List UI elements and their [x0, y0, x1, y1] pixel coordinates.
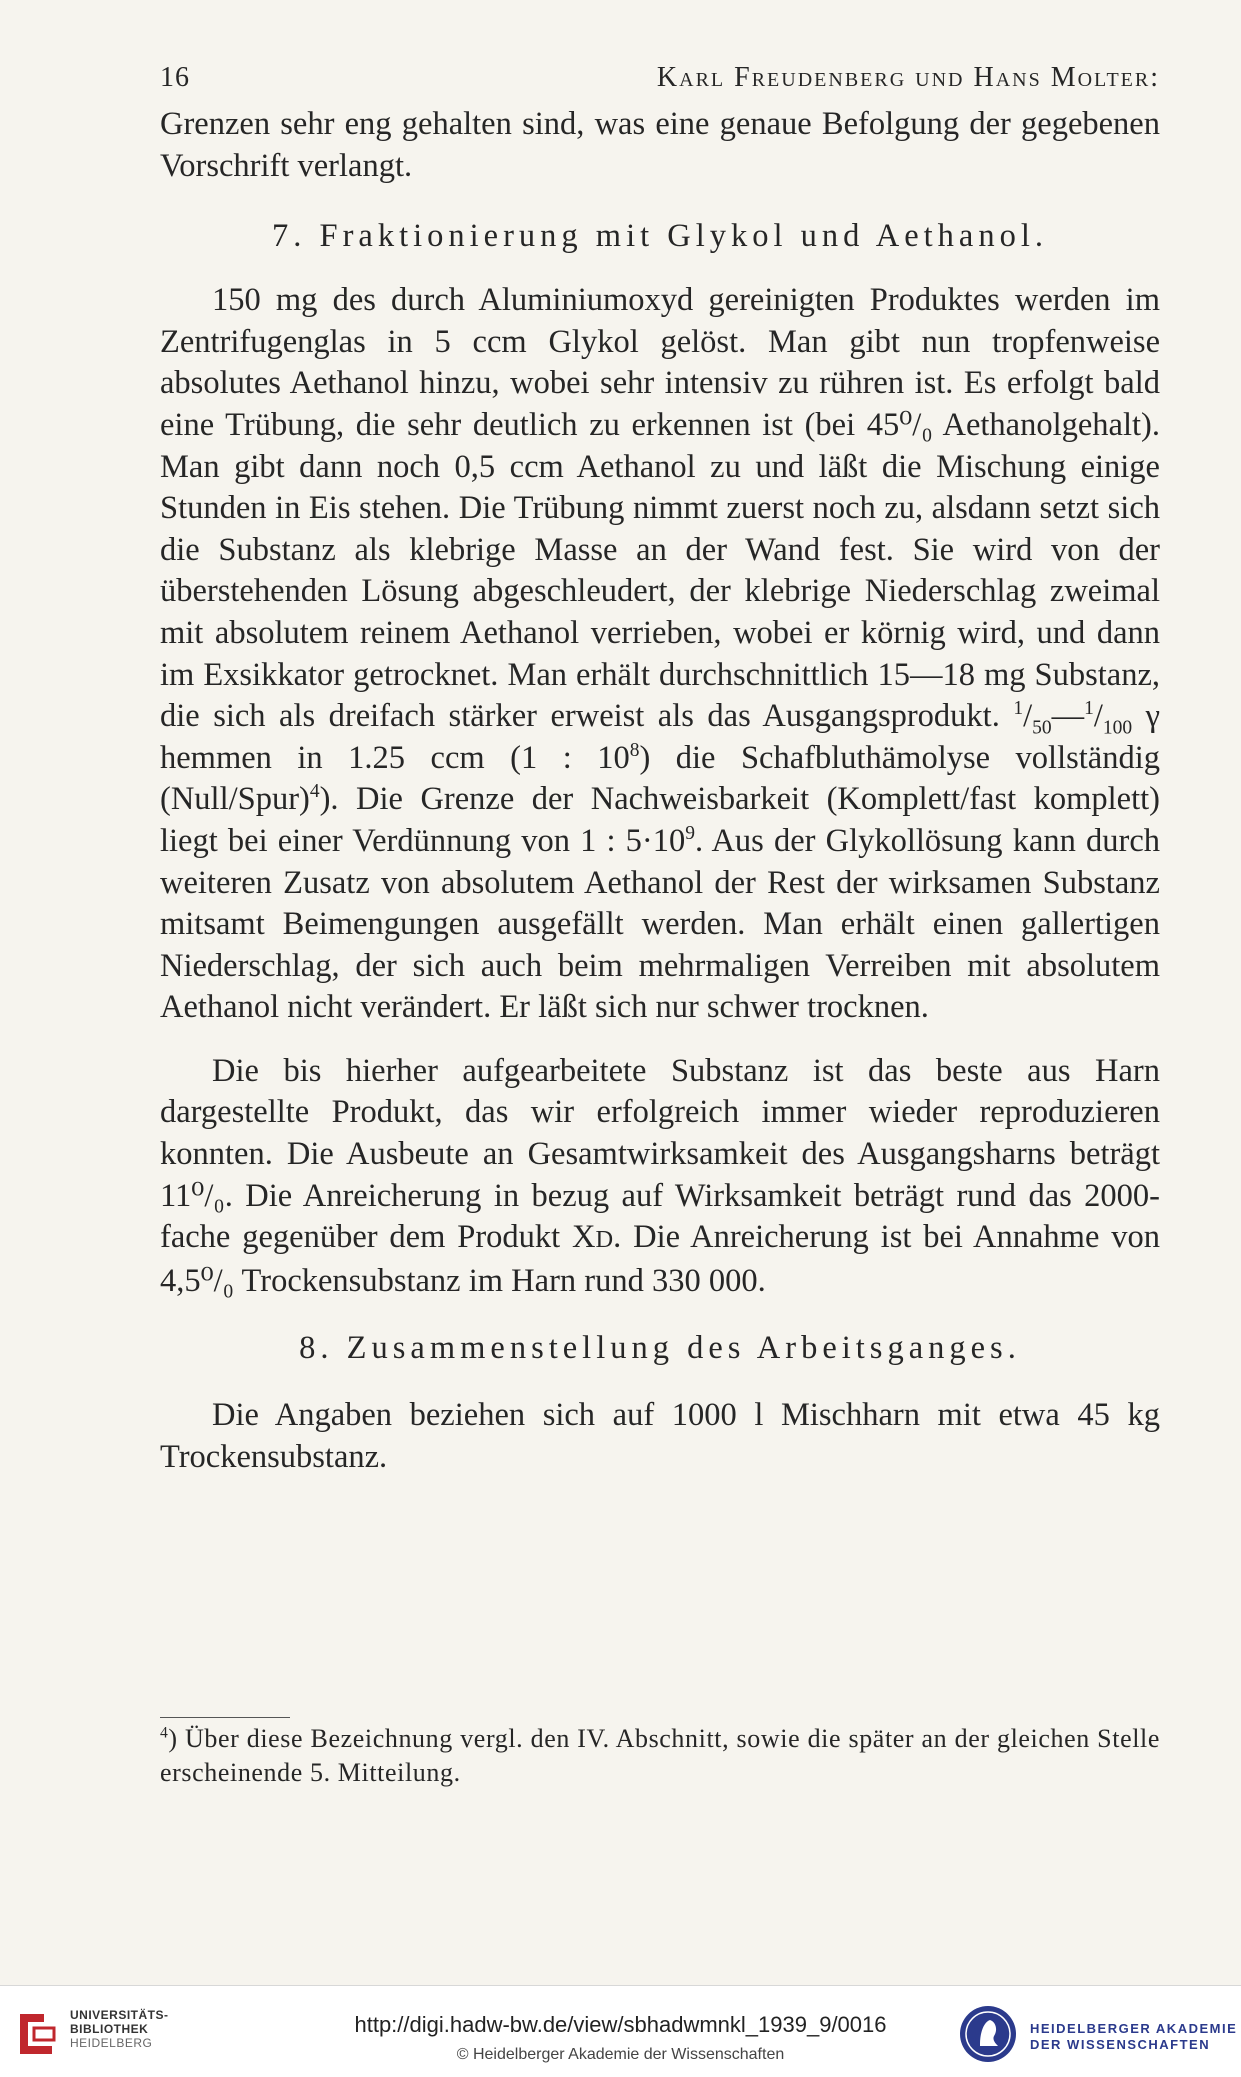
page-number: 16	[160, 62, 190, 93]
footnote-reference: 4	[309, 781, 320, 803]
permille-symbol: ⁰/₀	[899, 406, 933, 443]
academy-seal-icon	[958, 2004, 1018, 2064]
library-name: UNIVERSITÄTS- BIBLIOTHEK HEIDELBERG	[70, 2008, 169, 2050]
paragraph-fraktionierung: 150 mg des durch Aluminiumoxyd gereinigten Produktes werden im Zentrifugenglas in 5 ccm Glykol gelöst. Man gibt nun tropfenweise absolutes Aethanol hinzu, wobei sehr intensiv zu rühren ist. Es erfolgt bald eine Trübung, die sehr deutlich zu erkennen ist (bei 45⁰/₀ Aethanolgehalt). Man gibt dann noch 0,5 ccm Aethanol zu und läßt die Mischung einige Stunden in Eis stehen. Die Trübung nimmt zuerst noch zu, alsdann setzt sich die Substanz als klebrige Masse an der Wand fest. Sie wird von der überstehenden Lösung abgeschleudert, der klebrige Niederschlag zweimal mit absolutem reinem Aethanol verrieben, wobei er körnig wird, und dann im Exsikkator getrocknet. Man erhält durchschnittlich 15—18 mg Substanz, die sich als dreifach stärker erweist als das Ausgangsprodukt. $^1/_{50}—^1/_{100}$ γ hemmen in 1.25 ccm (1 : $10^8$) die Schafbluthämolyse vollständig (Null/Spur)$^4$). Die Grenze der Nachweisbarkeit (Komplett/fast komplett) liegt bei einer Verdünnung von 1 : $5\cdot 10^9$. Aus der Glykollösung kann durch weiteren Zusatz von absolutem Aethanol der Rest der wirksamen Substanz mitsamt Beimengungen ausgefällt werden. Man erhält einen gallertigen Niederschlag, der sich auch beim mehrmaligen Verreiben mit absolutem Aethanol nicht verändert. Er läßt sich nur schwer trocknen.	[160, 282, 1160, 1026]
footnote: $^4$) Über diese Bezeichnung vergl. den IV. Abschnitt, sowie die später an der gleichen Stelle erscheinende 5. Mitteilung.	[160, 1724, 1160, 1787]
page-content	[160, 62, 1160, 1479]
footer-bar	[0, 1985, 1241, 2077]
paragraph-angaben: Die Angaben beziehen sich auf 1000 l Mischharn mit etwa 45 kg Trockensubstanz.	[160, 1397, 1160, 1476]
paragraph-intro: Grenzen sehr eng gehalten sind, was eine genaue Befolgung der gegebenen Vorschrift verlangt.	[160, 106, 1160, 184]
section-heading-8: 8. Zusammenstellung des Arbeitsganges.	[299, 1330, 1021, 1367]
running-head-authors: Karl Freudenberg und Hans Molter:	[656, 62, 1160, 93]
section-heading-7: 7. Fraktionierung mit Glykol und Aethanol.	[272, 218, 1048, 255]
paragraph-ausbeute: Die bis hierher aufgearbeitete Substanz ist das beste aus Harn dargestellte Produkt, das wir erfolgreich immer wieder reproduzieren konnten. Die Ausbeute an Gesamtwirksamkeit des Ausgangsharns beträgt 11⁰/₀. Die Anreicherung in bezug auf Wirksamkeit beträgt rund das 2000-fache gegenüber dem Produkt XD. Die Anreicherung ist bei Annahme von 4,5⁰/₀ Trockensubstanz im Harn rund 330 000.	[160, 1052, 1160, 1299]
running-head	[160, 62, 1160, 104]
copyright-notice: © Heidelberger Akademie der Wissenschaften	[456, 2046, 785, 2063]
footnote-rule	[160, 1717, 290, 1718]
permalink-url[interactable]: http://digi.hadw-bw.de/view/sbhadwmnkl_1939_9/0016	[354, 2012, 887, 2037]
academy-name: HEIDELBERGER AKADEMIE DER WISSENSCHAFTEN	[1030, 2021, 1238, 2052]
